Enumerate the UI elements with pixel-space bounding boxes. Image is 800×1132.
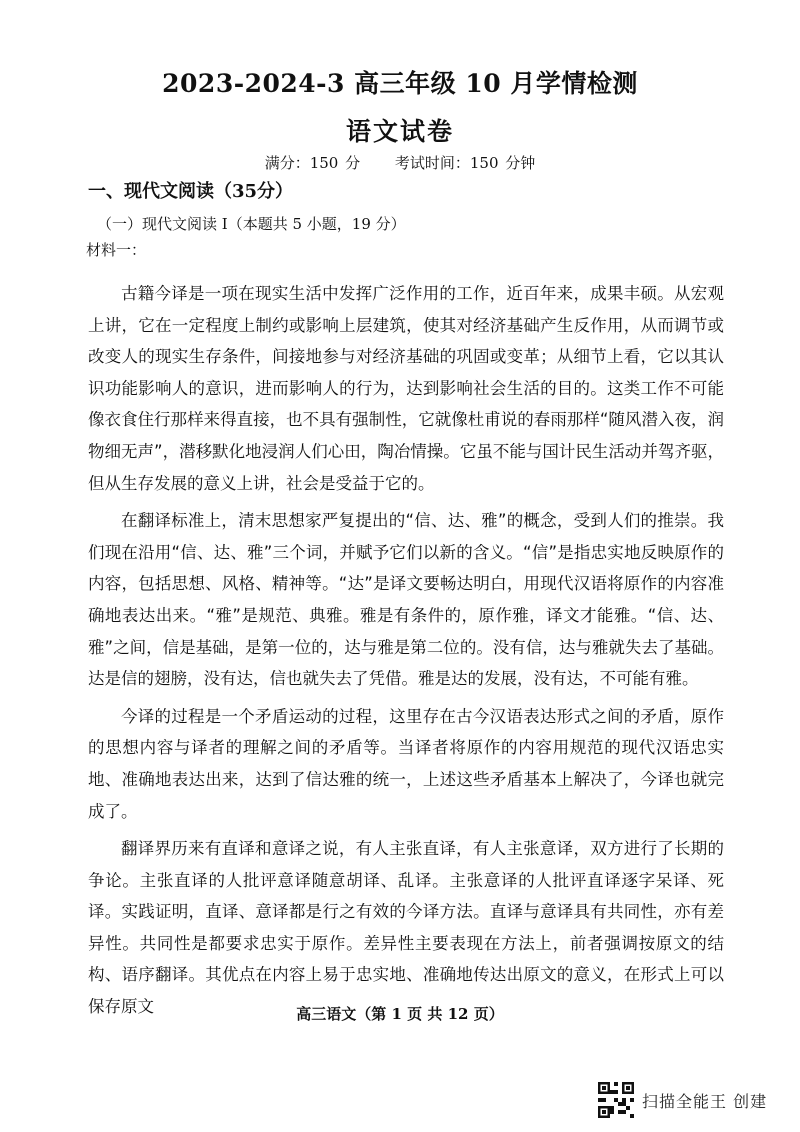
paragraph: 今译的过程是一个矛盾运动的过程，这里存在古今汉语表达形式之间的矛盾，原作的思想内容与译者的理解之间的矛盾等。当译者将原作的内容用规范的现代汉语忠实地、准确地表达出来，达到了信达雅的统一，上述这些矛盾基本上解决了，今译也就完成了。 — [88, 706, 724, 821]
material-label: 材料一： — [86, 241, 147, 259]
exam-time: 考试时间：150 分钟 — [394, 154, 536, 172]
page-footer: 高三语文（第 1 页 共 12 页） — [296, 1005, 504, 1023]
paragraph: 在翻译标准上，清末思想家严复提出的“信、达、雅”的概念，受到人们的推崇。我们现在沿用“信、达、雅”三个词，并赋予它们以新的含义。“信”是指忠实地反映原作的内容，包括思想、风格、精神等。“达”是译文要畅达明白，用现代汉语将原作的内容准确地表达出来。“雅”是规范、典雅。雅是有条件的，原作雅，译文才能雅。“信、达、雅”之间，信是基础，是第一位的，达与雅是第二位的。没有信，达与雅就失去了基础。达是信的翅膀，没有达，信也就失去了凭借。雅是达的发展，没有达，不可能有雅。 — [88, 511, 724, 689]
section-heading: 一、现代文阅读（35分） — [88, 181, 294, 202]
exam-subtitle: 语文试卷 — [345, 117, 454, 146]
paragraph: 翻译界历来有直译和意译之说，有人主张直译，有人主张意译，双方进行了长期的争论。主张直译的人批评意译随意胡译、乱译。主张意译的人批评直译逐字呆译、死译。实践证明，直译、意译都是行之有效的今译方法。直译与意译具有共同性，亦有差异性。共同性是都要求忠实于原作。差异性主要表现在方法上，前者强调按原文的结构、语序翻译。其优点在内容上易于忠实地、准确地传达出原文的意义，在形式上可以保存原文 — [88, 839, 724, 1017]
qr-code-icon — [598, 1082, 634, 1118]
exam-title: 2023-2024-3 高三年级 10 月学情检测 — [162, 69, 638, 98]
paragraph: 古籍今译是一项在现实生活中发挥广泛作用的工作，近百年来，成果丰硕。从宏观上讲，它在一定程度上制约或影响上层建筑，使其对经济基础产生反作用，从而调节或改变人的现实生存条件，间接地参与对经济基础的巩固或变革；从细节上看，它以其认识功能影响人的意识，进而影响人的行为，达到影响社会生活的目的。这类工作不可能像衣食住行那样来得直接，也不具有强制性，它就像杜甫说的春雨那样“随风潜入夜，润物细无声”，潜移默化地浸润人们心田，陶冶情操。它虽不能与国计民生活动并驾齐驱，但从生存发展的意义上讲，社会是受益于它的。 — [88, 284, 724, 493]
scanner-credit: 扫描全能王 创建 — [642, 1091, 768, 1111]
full-score: 满分：150 分 — [264, 154, 361, 172]
part-heading: （一）现代文阅读 I（本题共 5 小题，19 分） — [97, 215, 406, 233]
exam-meta — [0, 152, 800, 173]
reading-passage — [88, 278, 724, 1023]
scanner-watermark — [598, 1080, 767, 1120]
